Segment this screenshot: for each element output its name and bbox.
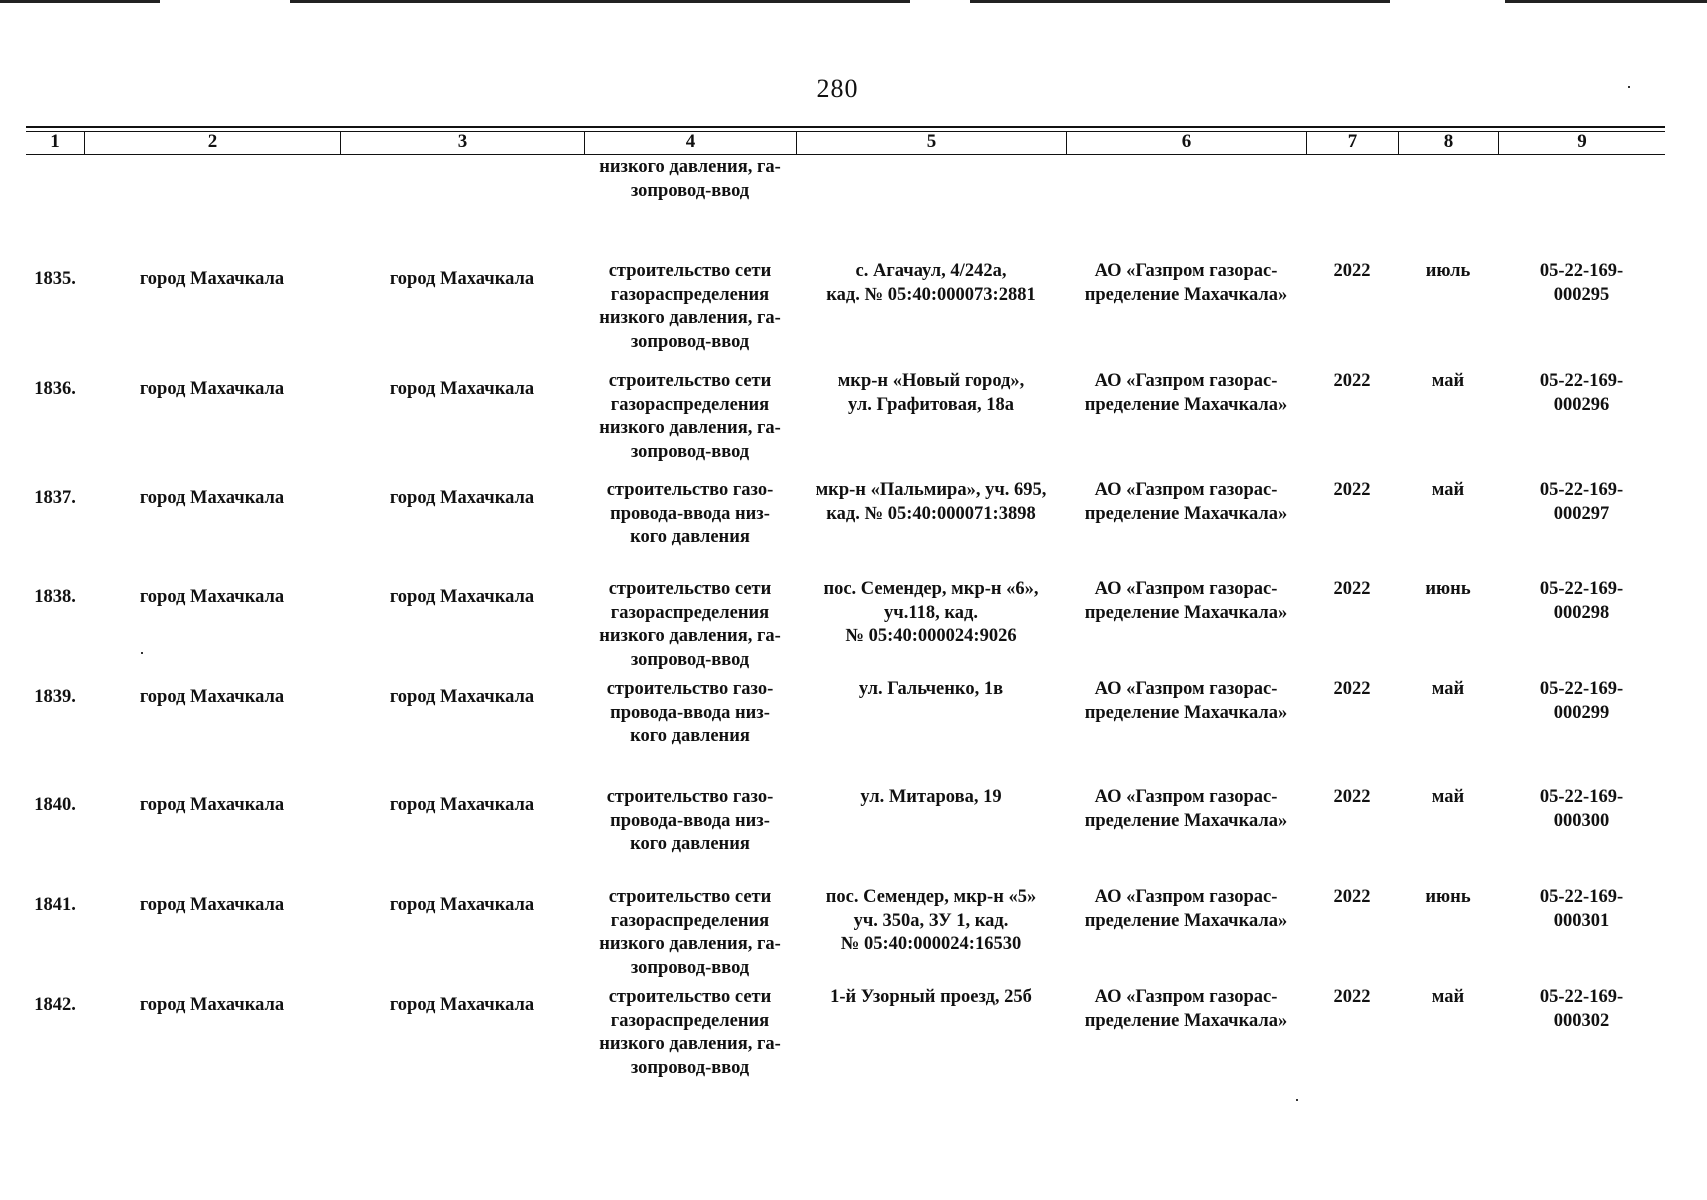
column-header-2: 2 [84, 132, 340, 154]
continued-cell-6 [1066, 156, 1306, 203]
page-number: 280 [816, 74, 859, 103]
year: 2022 [1333, 480, 1371, 500]
table-row [26, 786, 1665, 886]
work-type-line: провода-ввода низ- [610, 810, 770, 831]
work-type [584, 479, 796, 579]
organization-line: АО «Газпром газорас- [1094, 480, 1278, 500]
registry-code [1498, 479, 1665, 579]
settlement: город Махачкала [389, 895, 535, 915]
municipality: город Махачкала [139, 488, 285, 508]
work-type-line: низкого давления, га- [599, 157, 781, 177]
organization-line: пределение Махачкала» [1084, 702, 1288, 723]
work-type-line: строительство сети [608, 987, 772, 1007]
work-type-line: кого давления [630, 527, 750, 547]
registry-code-line: 05-22-169- [1539, 261, 1624, 281]
year: 2022 [1333, 679, 1371, 699]
continued-cell-4 [584, 156, 796, 203]
year: 2022 [1333, 371, 1371, 391]
work-type-line: зопровод-ввод [630, 441, 750, 462]
settlement: город Махачкала [389, 488, 535, 508]
organization [1066, 479, 1306, 579]
object-address-line: мкр-н «Новый город», [837, 371, 1025, 391]
object-address-line: с. Агачаул, 4/242а, [855, 261, 1007, 281]
month: май [1431, 987, 1465, 1007]
registry-code [1498, 260, 1665, 360]
object-address-line: уч.118, кад. [884, 602, 978, 623]
organization [1066, 678, 1306, 778]
registry-code-line: 000297 [1553, 503, 1610, 524]
work-type-line: низкого давления, га- [599, 1034, 781, 1054]
object-address-line: кад. № 05:40:000071:3898 [826, 503, 1036, 524]
object-address [796, 370, 1066, 470]
work-type-line: низкого давления, га- [599, 308, 781, 328]
continued-row [26, 156, 1665, 203]
table-row [26, 260, 1665, 360]
municipality: город Махачкала [139, 587, 285, 607]
object-address [796, 678, 1066, 778]
organization-line: пределение Махачкала» [1084, 810, 1288, 831]
object-address-line: ул. Митарова, 19 [860, 787, 1002, 807]
column-header-4: 4 [584, 132, 796, 154]
month: июль [1425, 261, 1471, 281]
registry-code-line: 000300 [1553, 810, 1610, 831]
work-type-line: провода-ввода низ- [610, 503, 770, 524]
work-type-line: кого давления [630, 726, 750, 746]
column-header-6: 6 [1066, 132, 1306, 154]
work-type-line: кого давления [630, 834, 750, 854]
record-number: 1837. [34, 488, 76, 508]
column-header-9: 9 [1498, 132, 1665, 154]
settlement: город Махачкала [389, 269, 535, 289]
organization [1066, 886, 1306, 986]
registry-code-line: 05-22-169- [1539, 887, 1624, 907]
organization [1066, 370, 1306, 470]
column-header-row [26, 131, 1665, 155]
continued-cell-8 [1398, 156, 1498, 203]
work-type-line: зопровод-ввод [630, 649, 750, 670]
registry-code-line: 000301 [1553, 910, 1610, 931]
work-type [584, 786, 796, 886]
registry-code-line: 000298 [1553, 602, 1610, 623]
organization-line: АО «Газпром газорас- [1094, 261, 1278, 281]
work-type-line: низкого давления, га- [599, 934, 781, 954]
organization-line: АО «Газпром газорас- [1094, 579, 1278, 599]
organization-line: пределение Махачкала» [1084, 1010, 1288, 1031]
object-address-line: пос. Семендер, мкр-н «5» [825, 887, 1037, 907]
organization [1066, 986, 1306, 1086]
organization [1066, 578, 1306, 678]
work-type-line: газораспределения [610, 910, 770, 931]
registry-code-line: 05-22-169- [1539, 787, 1624, 807]
table-row [26, 370, 1665, 470]
object-address-line: уч. 350а, ЗУ 1, кад. [853, 910, 1009, 931]
organization-line: пределение Махачкала» [1084, 503, 1288, 524]
registry-code-line: 000302 [1553, 1010, 1610, 1031]
municipality: город Махачкала [139, 895, 285, 915]
organization-line: пределение Махачкала» [1084, 910, 1288, 931]
column-header-7: 7 [1306, 132, 1398, 154]
municipality: город Махачкала [139, 795, 285, 815]
column-header-1: 1 [50, 131, 60, 152]
organization-line: АО «Газпром газорас- [1094, 787, 1278, 807]
record-number: 1835. [34, 269, 76, 289]
work-type [584, 986, 796, 1086]
continued-cell-1 [26, 156, 84, 203]
work-type [584, 260, 796, 360]
work-type-line: низкого давления, га- [599, 418, 781, 438]
registry-code-line: 05-22-169- [1539, 987, 1624, 1007]
registry-code [1498, 370, 1665, 470]
work-type-line: провода-ввода низ- [610, 702, 770, 723]
continued-cell-5 [796, 156, 1066, 203]
continued-cell-3 [340, 156, 584, 203]
work-type-line: зопровод-ввод [630, 1057, 750, 1078]
object-address [796, 578, 1066, 678]
column-header-8: 8 [1398, 132, 1498, 154]
work-type-line: строительство газо- [606, 679, 774, 699]
settlement: город Махачкала [389, 995, 535, 1015]
month: июнь [1425, 579, 1471, 599]
work-type-line: строительство сети [608, 887, 772, 907]
work-type [584, 678, 796, 778]
scan-edge-left [0, 0, 160, 3]
municipality: город Махачкала [139, 379, 285, 399]
year: 2022 [1333, 987, 1371, 1007]
work-type-line: низкого давления, га- [599, 626, 781, 646]
organization-line: пределение Махачкала» [1084, 284, 1288, 305]
registry-code [1498, 678, 1665, 778]
continued-cell-2 [84, 156, 340, 203]
column-header-3: 3 [340, 132, 584, 154]
table-top-rule [26, 126, 1665, 128]
work-type [584, 886, 796, 986]
continued-cell-9 [1498, 156, 1665, 203]
organization-line: пределение Махачкала» [1084, 394, 1288, 415]
object-address-line: пос. Семендер, мкр-н «6», [823, 579, 1039, 599]
table-row [26, 986, 1665, 1086]
scan-speck [141, 652, 143, 654]
registry-code-line: 05-22-169- [1539, 371, 1624, 391]
work-type-line: зопровод-ввод [630, 180, 750, 201]
month: май [1431, 787, 1465, 807]
work-type [584, 370, 796, 470]
organization [1066, 260, 1306, 360]
settlement: город Махачкала [389, 587, 535, 607]
work-type-line: строительство газо- [606, 787, 774, 807]
work-type-line: газораспределения [610, 394, 770, 415]
table-row [26, 479, 1665, 579]
object-address-line: № 05:40:000024:16530 [840, 934, 1022, 954]
object-address [796, 260, 1066, 360]
continued-cell-7 [1306, 156, 1398, 203]
month: июнь [1425, 887, 1471, 907]
table-row [26, 678, 1665, 778]
record-number: 1841. [34, 895, 76, 915]
record-number: 1842. [34, 995, 76, 1015]
registry-code-line: 000295 [1553, 284, 1610, 305]
municipality: город Махачкала [139, 995, 285, 1015]
month: май [1431, 679, 1465, 699]
year: 2022 [1333, 579, 1371, 599]
object-address-line: мкр-н «Пальмира», уч. 695, [815, 480, 1047, 500]
object-address-line: 1-й Узорный проезд, 25б [830, 987, 1032, 1007]
scan-edge-right [970, 0, 1390, 3]
object-address-line: № 05:40:000024:9026 [845, 626, 1017, 646]
work-type-line: газораспределения [610, 602, 770, 623]
object-address [796, 886, 1066, 986]
work-type [584, 578, 796, 678]
registry-code-line: 05-22-169- [1539, 579, 1624, 599]
registry-code-line: 000299 [1553, 702, 1610, 723]
scan-speck [1628, 86, 1630, 88]
organization-line: АО «Газпром газорас- [1094, 679, 1278, 699]
scan-speck [1296, 1099, 1298, 1101]
registry-code-line: 000296 [1553, 394, 1610, 415]
object-address [796, 986, 1066, 1086]
organization-line: пределение Махачкала» [1084, 602, 1288, 623]
table-row [26, 578, 1665, 678]
registry-code-line: 05-22-169- [1539, 480, 1624, 500]
object-address-line: ул. Графитовая, 18а [848, 394, 1014, 415]
record-number: 1840. [34, 795, 76, 815]
organization-line: АО «Газпром газорас- [1094, 371, 1278, 391]
settlement: город Махачкала [389, 795, 535, 815]
object-address [796, 786, 1066, 886]
scan-edge-far-right [1505, 0, 1707, 3]
column-header-5: 5 [796, 132, 1066, 154]
organization [1066, 786, 1306, 886]
work-type-line: строительство газо- [606, 480, 774, 500]
settlement: город Махачкала [389, 379, 535, 399]
work-type-line: строительство сети [608, 371, 772, 391]
year: 2022 [1333, 887, 1371, 907]
settlement: город Махачкала [389, 687, 535, 707]
registry-code [1498, 578, 1665, 678]
municipality: город Махачкала [139, 269, 285, 289]
month: май [1431, 480, 1465, 500]
municipality: город Махачкала [139, 687, 285, 707]
object-address-line: кад. № 05:40:000073:2881 [826, 284, 1036, 305]
registry-code [1498, 786, 1665, 886]
table-row [26, 886, 1665, 986]
registry-code [1498, 886, 1665, 986]
record-number: 1838. [34, 587, 76, 607]
registry-code [1498, 986, 1665, 1086]
year: 2022 [1333, 787, 1371, 807]
work-type-line: строительство сети [608, 579, 772, 599]
record-number: 1836. [34, 379, 76, 399]
organization-line: АО «Газпром газорас- [1094, 987, 1278, 1007]
registry-code-line: 05-22-169- [1539, 679, 1624, 699]
month: май [1431, 371, 1465, 391]
organization-line: АО «Газпром газорас- [1094, 887, 1278, 907]
record-number: 1839. [34, 687, 76, 707]
object-address-line: ул. Гальченко, 1в [858, 679, 1004, 699]
scan-edge-middle [290, 0, 910, 3]
work-type-line: газораспределения [610, 1010, 770, 1031]
work-type-line: газораспределения [610, 284, 770, 305]
work-type-line: зопровод-ввод [630, 957, 750, 978]
work-type-line: зопровод-ввод [630, 331, 750, 352]
object-address [796, 479, 1066, 579]
year: 2022 [1333, 261, 1371, 281]
work-type-line: строительство сети [608, 261, 772, 281]
